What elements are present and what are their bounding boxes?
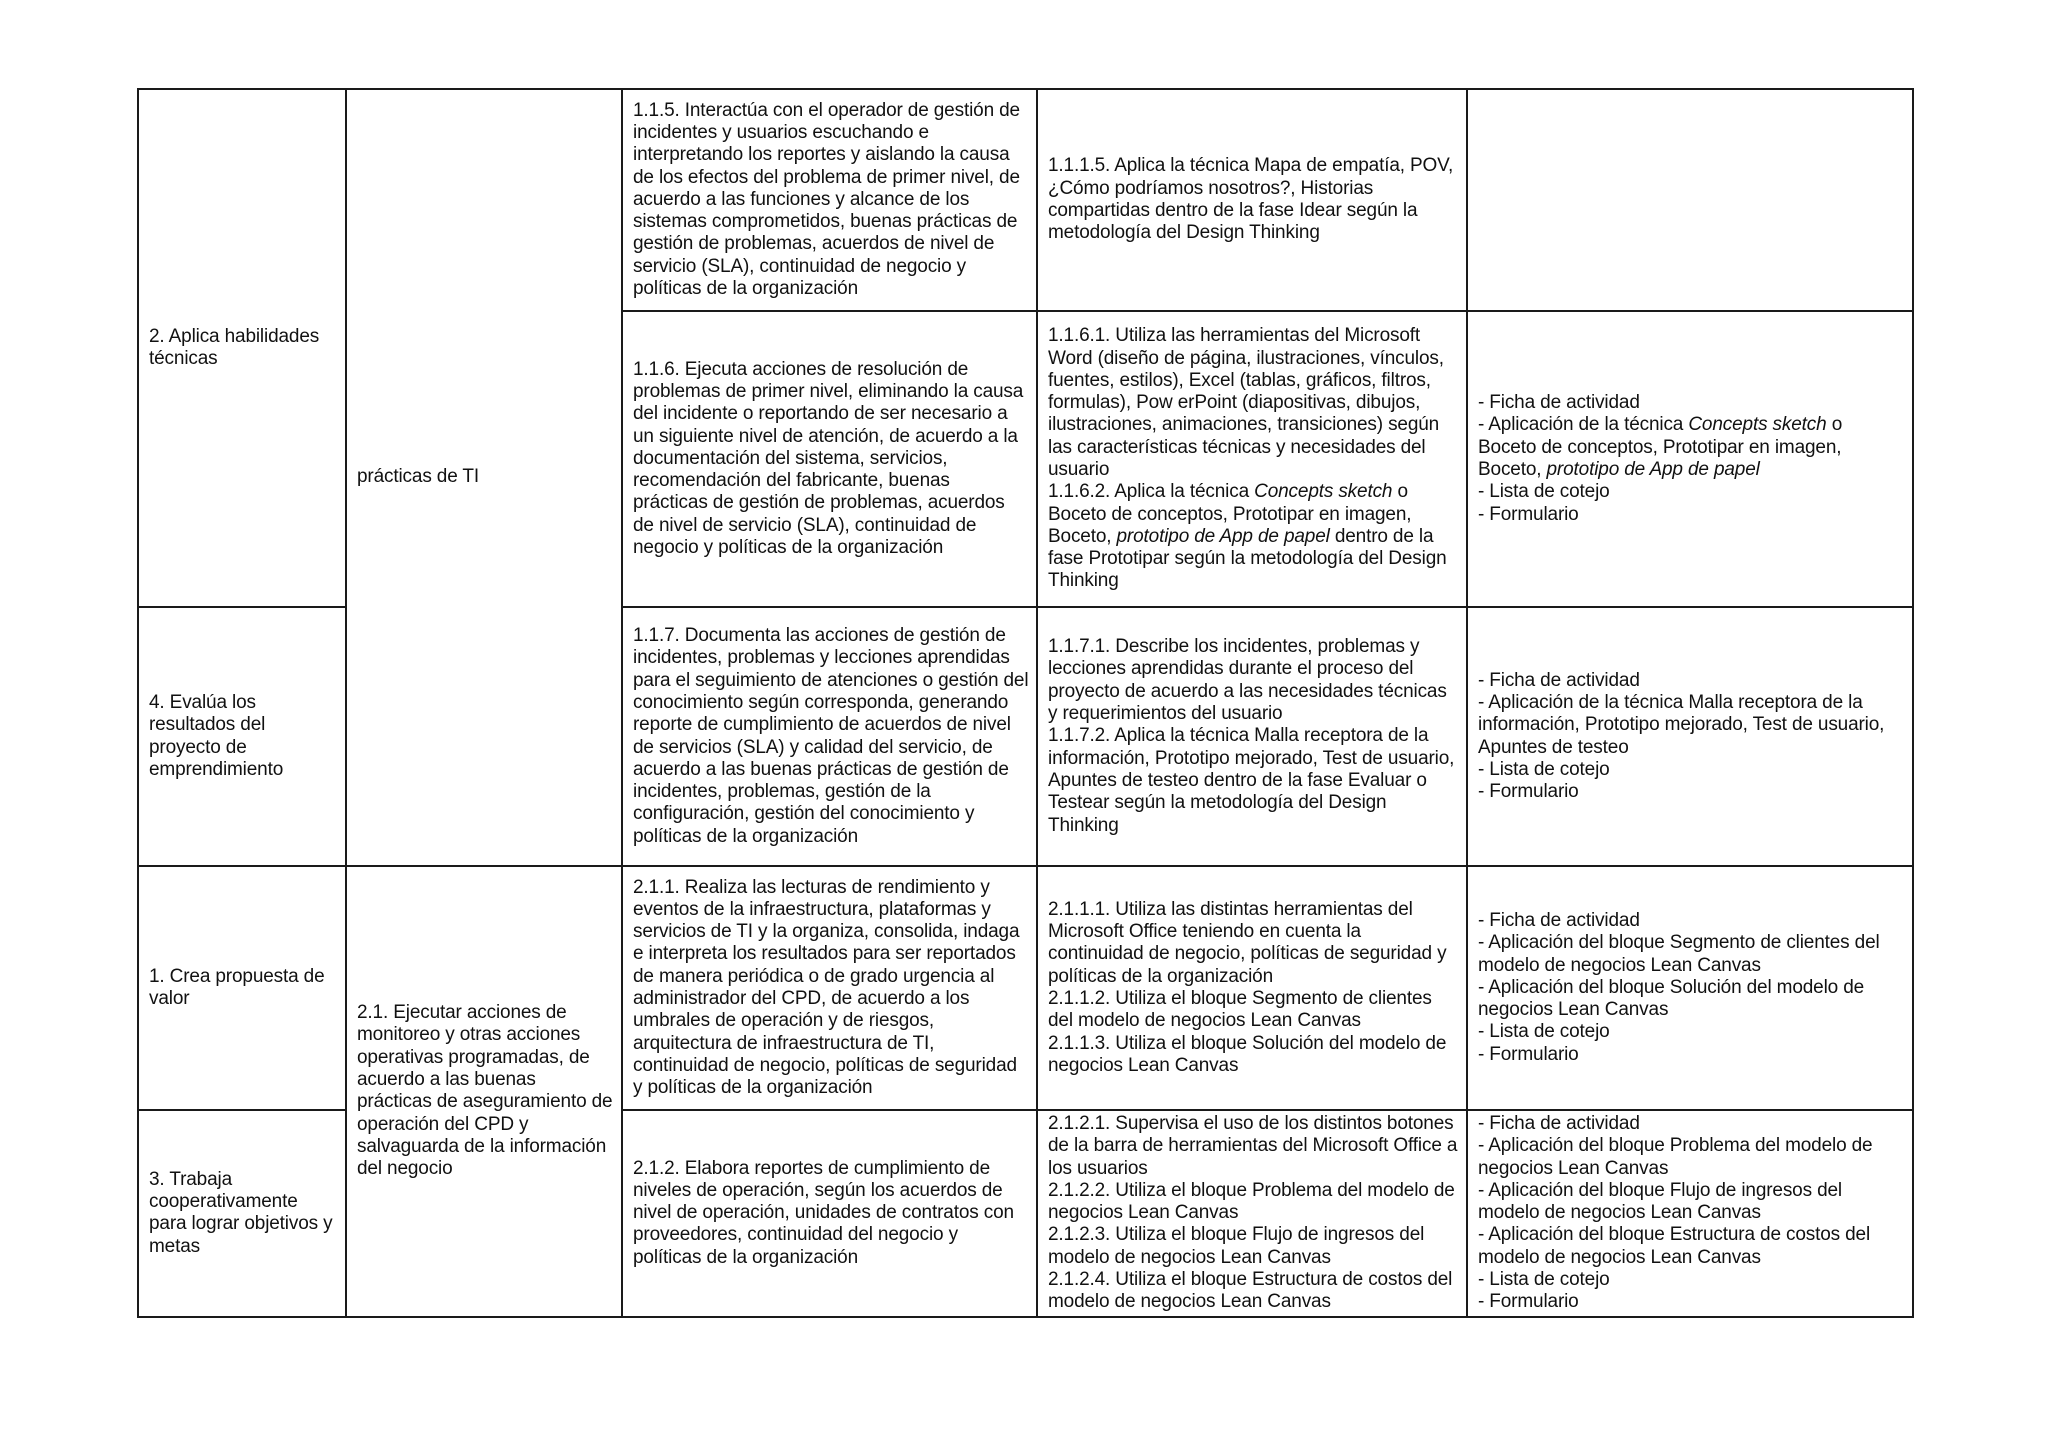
capacity-cell: 3. Trabaja cooperativamente para lograr objetivos y metas (138, 1110, 346, 1317)
capacity-cell: 4. Evalúa los resultados del proyecto de emprendimiento (138, 607, 346, 866)
evidence-cell: - Ficha de actividad - Aplicación del bloque Segmento de clientes del modelo de negocios Lean Canvas - Aplicación del bloque Solución del modelo de negocios Lean Canvas - Lista de cotejo - Formulario (1467, 866, 1913, 1110)
evidence-cell: - Ficha de actividad - Aplicación de la técnica Malla receptora de la información, Prototipo mejorado, Test de usuario, Apuntes de testeo - Lista de cotejo - Formulario (1467, 607, 1913, 866)
indicator-cell: 2.1.1.1. Utiliza las distintas herramientas del Microsoft Office teniendo en cuenta la continuidad de negocio, políticas de seguridad y políticas de la organización 2.1.1.2. Utiliza el bloque Segmento de clientes del modelo de negocios Lean Canvas 2.1.1.3. Utiliza el bloque Solución del modelo de negocios Lean Canvas (1037, 866, 1467, 1110)
criterion-cell: 2.1.1. Realiza las lecturas de rendimiento y eventos de la infraestructura, plataformas y servicios de TI y la organiza, consolida, indaga e interpreta los resultados para ser reportados de manera periódica o de grado urgencia al administrador del CPD, de acuerdo a los umbrales de operación y de riesgos, arquitectura de infraestructura de TI, continuidad de negocio, políticas de seguridad y políticas de la organización (622, 866, 1037, 1110)
indicator-cell: 1.1.7.1. Describe los incidentes, problemas y lecciones aprendidas durante el proceso del proyecto de acuerdo a las necesidades técnicas y requerimientos del usuario 1.1.7.2. Aplica la técnica Malla receptora de la información, Prototipo mejorado, Test de usuario, Apuntes de testeo dentro de la fase Evaluar o Testear según la metodología del Design Thinking (1037, 607, 1467, 866)
function-cell: 2.1. Ejecutar acciones de monitoreo y otras acciones operativas programadas, de acuerdo a las buenas prácticas de aseguramiento de operación del CPD y salvaguarda de la información del negocio (346, 866, 622, 1317)
criterion-cell: 1.1.6. Ejecuta acciones de resolución de problemas de primer nivel, eliminando la causa del incidente o reportando de ser necesario a un siguiente nivel de atención, de acuerdo a la documentación del sistema, servicios, recomendación del fabricante, buenas prácticas de gestión de problemas, acuerdos de nivel de servicio (SLA), continuidad de negocio y políticas de la organización (622, 311, 1037, 607)
criterion-cell: 1.1.7. Documenta las acciones de gestión de incidentes, problemas y lecciones aprendidas para el seguimiento de atenciones o gestión del conocimiento según corresponda, generando reporte de cumplimiento de acuerdos de nivel de servicios (SLA) y calidad del servicio, de acuerdo a las buenas prácticas de gestión de incidentes, problemas, gestión de la configuración, gestión del conocimiento y políticas de la organización (622, 607, 1037, 866)
evidence-cell: - Ficha de actividad - Aplicación del bloque Problema del modelo de negocios Lean Canvas - Aplicación del bloque Flujo de ingresos del modelo de negocios Lean Canvas - Aplicación del bloque Estructura de costos del modelo de negocios Lean Canvas - Lista de cotejo - Formulario (1467, 1110, 1913, 1317)
indicator-cell: 1.1.6.1. Utiliza las herramientas del Microsoft Word (diseño de página, ilustraciones, vínculos, fuentes, estilos), Excel (tablas, gráficos, filtros, formulas), Pow erPoint (diapositivas, dibujos, ilustraciones, animaciones, transiciones) según las características técnicas y necesidades del usuario 1.1.6.2. Aplica la técnica Concepts sketch o Boceto de conceptos, Prototipar en imagen, Boceto, prototipo de App de papel dentro de la fase Prototipar según la metodología del Design Thinking (1037, 311, 1467, 607)
indicator-cell: 2.1.2.1. Supervisa el uso de los distintos botones de la barra de herramientas del Microsoft Office a los usuarios 2.1.2.2. Utiliza el bloque Problema del modelo de negocios Lean Canvas 2.1.2.3. Utiliza el bloque Flujo de ingresos del modelo de negocios Lean Canvas 2.1.2.4. Utiliza el bloque Estructura de costos del modelo de negocios Lean Canvas (1037, 1110, 1467, 1317)
table-row (138, 866, 1913, 1110)
evidence-cell (1467, 89, 1913, 311)
capacity-cell: 1. Crea propuesta de valor (138, 866, 346, 1110)
criterion-cell: 2.1.2. Elabora reportes de cumplimiento de niveles de operación, según los acuerdos de nivel de operación, unidades de contratos con proveedores, continuidad del negocio y políticas de la organización (622, 1110, 1037, 1317)
evidence-cell: - Ficha de actividad - Aplicación de la técnica Concepts sketch o Boceto de conceptos, Prototipar en imagen, Boceto, prototipo de App de papel - Lista de cotejo - Formulario (1467, 311, 1913, 607)
competency-table (137, 88, 1914, 1318)
indicator-cell: 1.1.1.5. Aplica la técnica Mapa de empatía, POV, ¿Cómo podríamos nosotros?, Historias compartidas dentro de la fase Idear según la metodología del Design Thinking (1037, 89, 1467, 311)
capacity-cell: 2. Aplica habilidades técnicas (138, 89, 346, 607)
criterion-cell: 1.1.5. Interactúa con el operador de gestión de incidentes y usuarios escuchando e interpretando los reportes y aislando la causa de los efectos del problema de primer nivel, de acuerdo a las funciones y alcance de los sistemas comprometidos, buenas prácticas de gestión de problemas, acuerdos de nivel de servicio (SLA), continuidad de negocio y políticas de la organización (622, 89, 1037, 311)
function-cell: prácticas de TI (346, 89, 622, 866)
table-row (138, 89, 1913, 311)
